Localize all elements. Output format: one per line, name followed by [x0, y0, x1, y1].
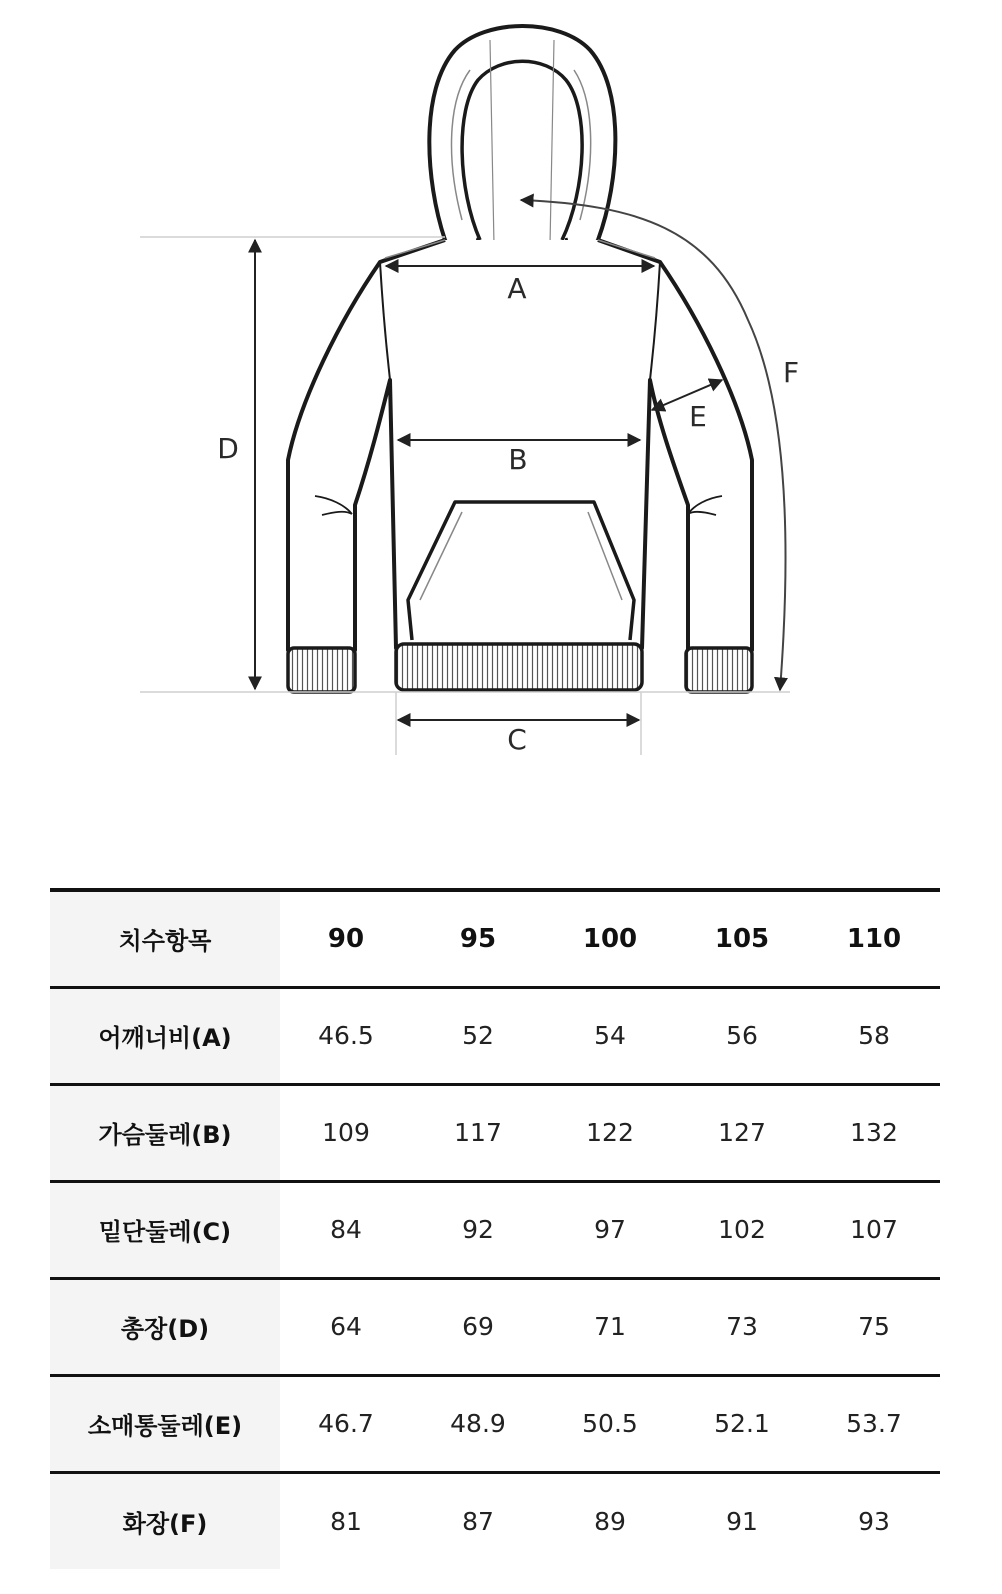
size-chart-table	[50, 888, 940, 1569]
table-cell: 107	[850, 1215, 898, 1244]
table-cell: 46.5	[318, 1021, 374, 1050]
size-header-110: 110	[846, 923, 902, 954]
table-cell: 89	[594, 1506, 626, 1536]
table-cell: 117	[454, 1118, 502, 1147]
right-cuff	[686, 648, 752, 692]
label-e: E	[689, 400, 707, 433]
table-cell: 97	[594, 1215, 626, 1244]
table-cell: 54	[594, 1021, 626, 1050]
size-header-100: 100	[582, 923, 638, 954]
table-cell: 69	[462, 1312, 494, 1341]
table-cell: 132	[850, 1118, 898, 1147]
table-cell: 127	[718, 1118, 766, 1147]
label-c: C	[507, 723, 527, 756]
size-header-105: 105	[714, 923, 770, 954]
hood-center-seam	[490, 40, 554, 245]
label-d: D	[217, 432, 239, 465]
label-f: F	[782, 356, 800, 389]
row-label: 밑단둘레(C)	[50, 1181, 280, 1278]
table-cell: 109	[322, 1118, 370, 1147]
row-label: 가슴둘레(B)	[50, 1084, 280, 1181]
table-cell: 92	[462, 1215, 494, 1244]
table-cell: 48.9	[450, 1409, 506, 1438]
table-cell: 50.5	[582, 1409, 638, 1438]
table-cell: 71	[594, 1312, 626, 1341]
table-cell: 102	[718, 1215, 766, 1244]
table-cell: 58	[858, 1021, 890, 1050]
table-cell: 81	[330, 1506, 362, 1536]
table-cell: 122	[586, 1118, 634, 1147]
table-row	[50, 1472, 940, 1569]
table-cell: 52	[462, 1021, 494, 1050]
hoodie-measurement-diagram	[0, 0, 1002, 790]
table-cell: 64	[330, 1312, 362, 1341]
row-label: 총장(D)	[50, 1278, 280, 1375]
size-header-90: 90	[327, 923, 365, 954]
table-row	[50, 1181, 940, 1278]
table-row	[50, 1278, 940, 1375]
row-label: 소매통둘레(E)	[50, 1375, 280, 1472]
header-label-cell: 치수항목	[50, 890, 280, 987]
label-b: B	[508, 443, 528, 476]
bottom-hem	[396, 644, 642, 690]
table-header-row	[50, 890, 940, 987]
row-label: 어깨너비(A)	[50, 987, 280, 1084]
table-cell: 73	[726, 1312, 758, 1341]
table-cell: 93	[858, 1506, 890, 1536]
table-row	[50, 987, 940, 1084]
left-cuff	[288, 648, 355, 692]
table-row	[50, 1375, 940, 1472]
hood-outline	[429, 26, 615, 240]
hood-opening	[462, 61, 582, 240]
table-cell: 91	[726, 1506, 758, 1536]
table-cell: 75	[858, 1312, 890, 1341]
table-cell: 87	[462, 1506, 494, 1536]
table-cell: 52.1	[714, 1409, 770, 1438]
table-row	[50, 1084, 940, 1181]
table-cell: 46.7	[318, 1409, 374, 1438]
row-label: 화장(F)	[50, 1472, 280, 1569]
table-cell: 84	[330, 1215, 362, 1244]
size-header-95: 95	[459, 923, 497, 954]
label-a: A	[507, 272, 527, 305]
table-cell: 53.7	[846, 1409, 902, 1438]
table-cell: 56	[726, 1021, 758, 1050]
